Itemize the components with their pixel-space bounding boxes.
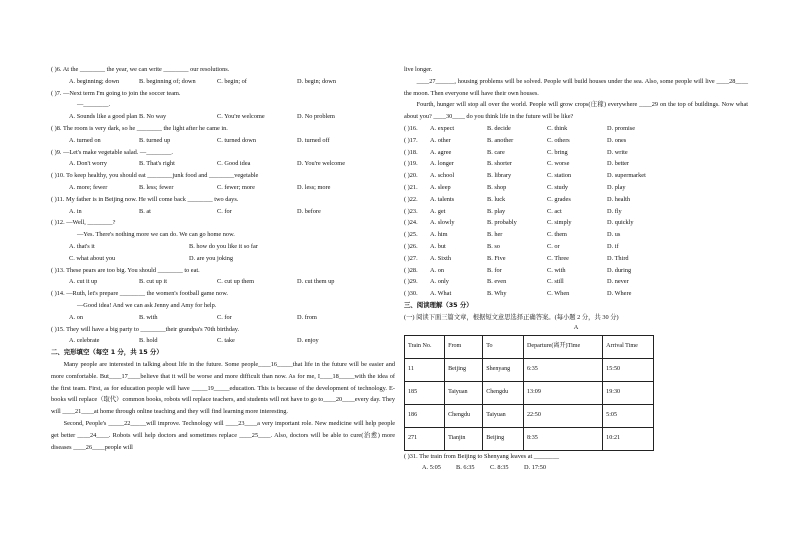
cloze-paragraph: Many people are interested in talking about life in the future. Some people____16_____that life in the future will be easier and more comfortable. But____17____believe that it will be worse and more difficult than now. As for me, I____18_____with the idea of the first team. First, as for education people will have _____19_____education. This is because of the development of technology. E-books will replace（取代）common books, robots will replace teachers, and students will not have to go to____20____every day. They will ____21____at home through online teaching and they will find learning more interesting. (51, 360, 395, 416)
option-choice[interactable]: A. only (430, 278, 449, 286)
option-choice[interactable]: A. him (430, 231, 448, 239)
option-choice[interactable]: C. worse (547, 160, 570, 168)
option-choice[interactable]: D. fly (607, 207, 622, 215)
option-choice[interactable]: D. You're welcome (297, 160, 346, 168)
option-choice[interactable]: C. Good idea (217, 160, 251, 168)
cloze-paragraph: ____27______, housing problems will be solved. People will build houses under the sea. Also, some people will live ____28____ the moon. Then everyone will have their own houses. (404, 77, 748, 97)
option-choice[interactable]: C. for (217, 313, 232, 321)
table-cell: 22:50 (523, 404, 602, 427)
option-row (51, 312, 395, 324)
option-choice[interactable]: D. Where (607, 290, 632, 298)
option-choice[interactable]: C. others (547, 136, 570, 144)
option-choice[interactable]: A. on (430, 266, 444, 274)
option-row (51, 111, 395, 123)
table-cell: Shenyang (483, 358, 524, 381)
question-number: ( )19. (404, 160, 418, 168)
option-choice[interactable]: D. never (607, 278, 629, 286)
option-choice[interactable]: C. for (217, 207, 232, 215)
option-choice[interactable]: D. cut them up (297, 278, 335, 286)
option-choice[interactable]: B. even (487, 278, 507, 286)
option-row (51, 276, 395, 288)
option-choice[interactable]: B. play (487, 207, 506, 215)
cloze-option-row (404, 147, 748, 159)
option-choice[interactable]: B. care (487, 148, 505, 156)
option-choice[interactable]: D. enjoy (297, 337, 319, 345)
cloze-option-row (404, 182, 748, 194)
option-choice[interactable]: A. agree (430, 148, 452, 156)
question-stem: ( )9. —Let's make vegetable salad. —________. (51, 148, 173, 156)
option-choice[interactable]: D. turned off (297, 136, 330, 144)
table-row (405, 427, 654, 450)
option-choice[interactable]: B. shop (487, 183, 507, 191)
question-stem: ( )11. My father is in Beijing now. He will come back ________ two days. (51, 195, 239, 203)
question-reply: —________. (77, 101, 111, 109)
option-choice[interactable]: C. Three (547, 254, 569, 262)
option-choice[interactable]: B. at (139, 207, 151, 215)
option-choice[interactable]: A. turned on (69, 136, 101, 144)
table-cell: Taiyuan (483, 404, 524, 427)
option-row (51, 135, 395, 147)
option-choice[interactable]: D. promise (607, 124, 635, 132)
section-instructions: (一) 阅读下面三篇文章，根据短文意思选择正确答案。(每小题 2 分，共 30 分) (404, 313, 619, 321)
option-choice[interactable]: D. play (607, 183, 626, 191)
cloze-option-row (404, 170, 748, 182)
option-choice[interactable]: A. slowly (430, 219, 455, 227)
table-cell: 271 (405, 427, 445, 450)
table-cell: 19:30 (603, 381, 654, 404)
option-choice[interactable]: B. 6:35 (456, 464, 475, 472)
table-cell: 13:09 (523, 381, 602, 404)
option-choice[interactable]: D. 17:50 (524, 464, 547, 472)
option-choice[interactable]: B. with (139, 313, 158, 321)
question-number: ( )29. (404, 278, 418, 286)
option-choice[interactable]: D. better (607, 160, 630, 168)
section-heading: 三、阅读理解（35 分） (404, 300, 473, 309)
table-cell: 186 (405, 404, 445, 427)
table-row (405, 358, 654, 381)
option-choice[interactable]: A. cut it up (69, 278, 98, 286)
option-choice[interactable]: C. or (547, 242, 560, 250)
option-choice[interactable]: B. library (487, 172, 512, 180)
option-choice[interactable]: B. for (487, 266, 502, 274)
option-choice[interactable]: C. simply (547, 219, 572, 227)
option-choice[interactable]: B. her (487, 231, 503, 239)
option-choice[interactable]: C. turned down (217, 136, 257, 144)
option-choice[interactable]: A. more; fewer (69, 183, 108, 191)
cloze-option-row (404, 123, 748, 135)
option-choice[interactable]: B. shorter (487, 160, 512, 168)
table-cell: 6:35 (523, 358, 602, 381)
train-timetable (404, 335, 654, 451)
cloze-option-row (404, 158, 748, 170)
option-choice[interactable]: C. begin; of (217, 77, 247, 85)
left-column (51, 64, 395, 453)
question-number: ( )24. (404, 219, 418, 227)
option-choice[interactable]: A. beginning; down (69, 77, 120, 85)
cloze-option-row (404, 253, 748, 265)
table-cell: 10:21 (603, 427, 654, 450)
option-choice[interactable]: A. sleep (430, 183, 451, 191)
option-row (51, 335, 395, 347)
option-choice[interactable]: C. fewer; more (217, 183, 255, 191)
question-number: ( )18. (404, 148, 418, 156)
option-choice[interactable]: A. 5:05 (422, 464, 441, 472)
table-header-cell: Arrival Time (603, 335, 654, 358)
option-choice[interactable]: C. what about you (69, 254, 116, 262)
option-choice[interactable]: A. but (430, 242, 446, 250)
option-choice[interactable]: C. When (547, 290, 570, 298)
question-number: ( )23. (404, 207, 418, 215)
option-choice[interactable]: D. No problem (297, 113, 335, 121)
question-stem: ( )31. The train from Beijing to Shenyang leaves at ________ (404, 452, 559, 460)
option-choice[interactable]: A. longer (430, 160, 454, 168)
option-choice[interactable]: C. bring (547, 148, 568, 156)
cloze-option-row (404, 265, 748, 277)
question-number: ( )28. (404, 266, 418, 274)
option-choice[interactable]: D. from (297, 313, 317, 321)
cloze-option-row (404, 194, 748, 206)
option-choice[interactable]: D. Third (607, 254, 629, 262)
question-number: ( )30. (404, 290, 418, 298)
option-choice[interactable]: A. school (430, 172, 455, 180)
question-reply: —Good idea! And we can ask Jenny and Amy for help. (77, 301, 217, 309)
option-choice[interactable]: B. Five (487, 254, 506, 262)
cloze-option-row (404, 229, 748, 241)
option-choice[interactable]: A. Sixth (430, 254, 451, 262)
option-choice[interactable]: B. probably (487, 219, 517, 227)
question-stem: ( )6. At the ________ the year, we can write ________ our resolutions. (51, 66, 230, 73)
option-choice[interactable]: D. ones (607, 136, 627, 144)
question-number: ( )25. (404, 231, 418, 239)
option-choice[interactable]: C. with (547, 266, 566, 274)
option-choice[interactable]: D. less; more (297, 183, 331, 191)
option-choice[interactable]: A. get (430, 207, 446, 215)
option-choice[interactable]: B. turned up (139, 136, 171, 144)
cloze-paragraph: Fourth, hunger will stop all over the world. People will grow crops(庄稼) everywhere ____29 on the top of buildings. Now what about you? ____30____ do you think life in the future will be like? (404, 101, 748, 121)
option-choice[interactable]: C. You're welcome (217, 113, 265, 121)
option-choice[interactable]: D. write (607, 148, 628, 156)
section-heading: 二、完形填空（每空 1 分，共 15 分） (51, 348, 163, 357)
option-choice[interactable]: C. take (217, 337, 235, 345)
table-cell: 185 (405, 381, 445, 404)
table-header-row (405, 335, 654, 358)
question-number: ( )21. (404, 183, 418, 191)
table-row (405, 404, 654, 427)
option-choice[interactable]: C. study (547, 183, 568, 191)
option-row (51, 241, 395, 253)
option-choice[interactable]: A. What (430, 290, 452, 298)
option-choice[interactable]: A. Don't worry (69, 160, 108, 168)
option-choice[interactable]: C. act (547, 207, 562, 215)
option-choice[interactable]: D. if (607, 242, 619, 250)
option-choice[interactable]: C. think (547, 124, 568, 132)
question-stem: ( )12. —Well, ________? (51, 219, 116, 227)
option-choice[interactable]: A. on (69, 313, 83, 321)
option-choice[interactable]: A. that's it (69, 242, 95, 250)
question-stem: ( )8. The room is very dark, so he ________ the light after he came in. (51, 124, 228, 132)
question-number: ( )27. (404, 254, 418, 262)
option-choice[interactable]: D. begin; down (297, 77, 337, 85)
table-header-cell: Departure(离开)Time (523, 335, 602, 358)
option-choice[interactable]: B. less; fewer (139, 183, 174, 191)
table-cell: 11 (405, 358, 445, 381)
option-choice[interactable]: C. station (547, 172, 572, 180)
option-choice[interactable]: D. during (607, 266, 632, 274)
cloze-option-row (404, 288, 748, 300)
option-choice[interactable]: D. supermarket (607, 172, 646, 180)
option-choice[interactable]: A. other (430, 136, 451, 144)
option-choice[interactable]: B. another (487, 136, 514, 144)
passage-label: A (573, 323, 579, 331)
option-choice[interactable]: D. us (607, 231, 621, 239)
option-choice[interactable]: D. quickly (607, 219, 634, 227)
cloze-option-row (404, 135, 748, 147)
option-choice[interactable]: B. hold (139, 337, 158, 345)
option-choice[interactable]: B. so (487, 242, 500, 250)
option-choice[interactable]: B. decide (487, 124, 511, 132)
option-choice[interactable]: B. beginning of; down (139, 77, 196, 85)
table-cell: Beijing (483, 427, 524, 450)
option-row (51, 182, 395, 194)
table-cell: 15:50 (603, 358, 654, 381)
table-cell: Beijing (445, 358, 483, 381)
cloze-option-row (404, 276, 748, 288)
option-choice[interactable]: C. them (547, 231, 567, 239)
cloze-paragraph: Second, People's _____22_____will improve. Technology will ____23____a very important role. New medicine will help people get better ____24____. Robots will help doctors and sometimes replace ____25____. Also, doctors will be able to cure(治愈) more diseases ____26____people will (51, 419, 395, 451)
question-number: ( )17. (404, 136, 418, 144)
question-number: ( )22. (404, 195, 418, 203)
question-stem: ( )14. —Ruth, let's prepare ________ the women's football game now. (51, 290, 228, 298)
option-choice[interactable]: C. 8:35 (490, 464, 509, 472)
table-cell: Taiyuan (445, 381, 483, 404)
option-choice[interactable]: A. talents (430, 195, 455, 203)
option-choice[interactable]: C. grades (547, 195, 571, 203)
table-cell: Chengdu (483, 381, 524, 404)
question-number: ( )16. (404, 124, 418, 132)
option-row (51, 76, 395, 88)
cloze-option-row (404, 206, 748, 218)
question-reply: —Yes. There's nothing more we can do. We can go home now. (77, 231, 235, 239)
question-number: ( )26. (404, 242, 418, 250)
question-stem: ( )15. They will have a big party to ________their grandpa's 70th birthday. (51, 325, 240, 333)
table-header-cell: From (445, 335, 483, 358)
table-cell: 5:05 (603, 404, 654, 427)
option-choice[interactable]: C. still (547, 278, 564, 286)
table-row (405, 381, 654, 404)
table-cell: Chengdu (445, 404, 483, 427)
option-row (51, 206, 395, 218)
right-column (404, 64, 748, 474)
option-row (51, 253, 395, 265)
table-cell: 8:35 (523, 427, 602, 450)
option-choice[interactable]: B. That's right (139, 160, 175, 168)
question-stem: ( )10. To keep healthy, you should eat ________junk food and ________vegetable (51, 172, 259, 180)
option-choice[interactable]: B. luck (487, 195, 506, 203)
question-stem: ( )13. These pears are too big. You should ________ to eat. (51, 266, 200, 274)
option-choice[interactable]: A. in (69, 207, 82, 215)
question-stem: ( )7. —Next term I'm going to join the soccer team. (51, 89, 181, 97)
option-choice[interactable]: A. Sounds like a good plan (69, 113, 138, 121)
table-header-cell: To (483, 335, 524, 358)
table-cell: Tianjin (445, 427, 483, 450)
option-choice[interactable]: B. how do you like it so far (189, 242, 258, 250)
option-row (51, 158, 395, 170)
option-choice[interactable]: C. cut up them (217, 278, 255, 286)
question-number: ( )20. (404, 172, 418, 180)
option-choice[interactable]: A. celebrate (69, 337, 100, 345)
option-choice[interactable]: B. cut up it (139, 278, 167, 286)
cloze-option-row (404, 241, 748, 253)
option-choice[interactable]: B. No way (139, 113, 167, 121)
cloze-paragraph: live longer. (404, 66, 433, 73)
option-choice[interactable]: A. expect (430, 124, 455, 132)
option-row (404, 462, 748, 474)
table-header-cell: Train No. (405, 335, 445, 358)
option-choice[interactable]: B. Why (487, 290, 507, 298)
option-choice[interactable]: D. are you joking (189, 254, 234, 262)
option-choice[interactable]: D. before (297, 207, 321, 215)
cloze-option-row (404, 217, 748, 229)
option-choice[interactable]: D. health (607, 195, 631, 203)
